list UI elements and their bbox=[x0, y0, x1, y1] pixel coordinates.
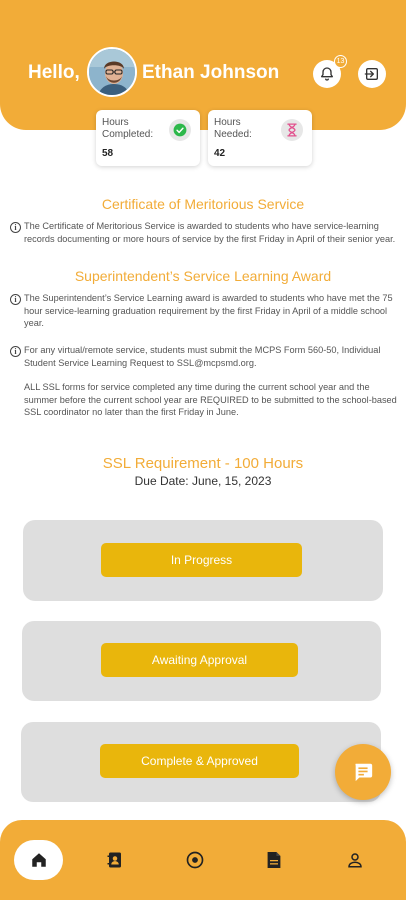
award-text: The Superintendent’s Service Learning award is awarded to students who have met the 75 hour service-learning graduation requirement by the first Friday in April of a middle school year. bbox=[24, 293, 393, 328]
chat-button[interactable] bbox=[335, 744, 391, 800]
greeting: Hello, bbox=[28, 62, 80, 83]
complete-approved-button[interactable]: Complete & Approved bbox=[100, 744, 299, 778]
nav-profile[interactable] bbox=[340, 840, 370, 880]
logout-button[interactable] bbox=[358, 60, 386, 88]
contacts-book-icon bbox=[106, 851, 124, 869]
person-icon bbox=[346, 851, 364, 869]
due-date: Due Date: June, 15, 2023 bbox=[134, 474, 272, 488]
target-icon bbox=[185, 850, 205, 870]
notification-badge: 13 bbox=[334, 55, 347, 68]
nav-documents[interactable] bbox=[259, 840, 289, 880]
info-icon: i bbox=[10, 294, 21, 305]
logout-icon bbox=[364, 66, 380, 82]
info-icon: i bbox=[10, 346, 21, 357]
notice-text-1: For any virtual/remote service, students must submit the MCPS Form 560-50, Individual Student Service Learning Request to SSL@mcpsmd.org. bbox=[24, 345, 381, 368]
chat-icon bbox=[352, 761, 374, 783]
avatar-image bbox=[89, 49, 137, 97]
hours-needed-label: Hours Needed: bbox=[214, 117, 252, 140]
certificate-info bbox=[10, 220, 398, 245]
notice-info bbox=[10, 344, 398, 419]
bottom-nav bbox=[0, 820, 406, 900]
hourglass-icon bbox=[281, 119, 303, 141]
award-title: Superintendent’s Service Learning Award bbox=[74, 268, 332, 284]
header bbox=[0, 0, 406, 130]
info-icon: i bbox=[10, 222, 21, 233]
check-circle-icon bbox=[169, 119, 191, 141]
nav-home[interactable] bbox=[14, 840, 63, 880]
nav-contacts[interactable] bbox=[100, 840, 130, 880]
bell-icon bbox=[319, 66, 335, 82]
certificate-text: The Certificate of Meritorious Service is awarded to students who have service-learning records documenting or more hours of service by the first Friday in April of their senior year. bbox=[24, 221, 396, 244]
in-progress-button[interactable]: In Progress bbox=[101, 543, 302, 577]
hours-needed-card bbox=[208, 110, 312, 166]
avatar[interactable] bbox=[87, 47, 137, 97]
user-name: Ethan Johnson bbox=[142, 62, 280, 83]
hours-completed-label: Hours Completed: bbox=[102, 117, 154, 140]
notice-text-2: ALL SSL forms for service completed any time during the current school year and the summer before the current school year are REQUIRED to be submitted to the school-based SSL coordinator no later than the first Friday in June. bbox=[24, 382, 397, 417]
hours-completed-card bbox=[96, 110, 200, 166]
certificate-title: Certificate of Meritorious Service bbox=[101, 196, 305, 212]
document-icon bbox=[266, 850, 282, 870]
nav-target[interactable] bbox=[180, 840, 210, 880]
hours-needed-value: 42 bbox=[214, 148, 226, 159]
hours-completed-value: 58 bbox=[102, 148, 114, 159]
requirement-title: SSL Requirement - 100 Hours bbox=[102, 455, 304, 472]
home-icon bbox=[30, 851, 48, 869]
award-info bbox=[10, 292, 398, 330]
awaiting-approval-button[interactable]: Awaiting Approval bbox=[101, 643, 298, 677]
